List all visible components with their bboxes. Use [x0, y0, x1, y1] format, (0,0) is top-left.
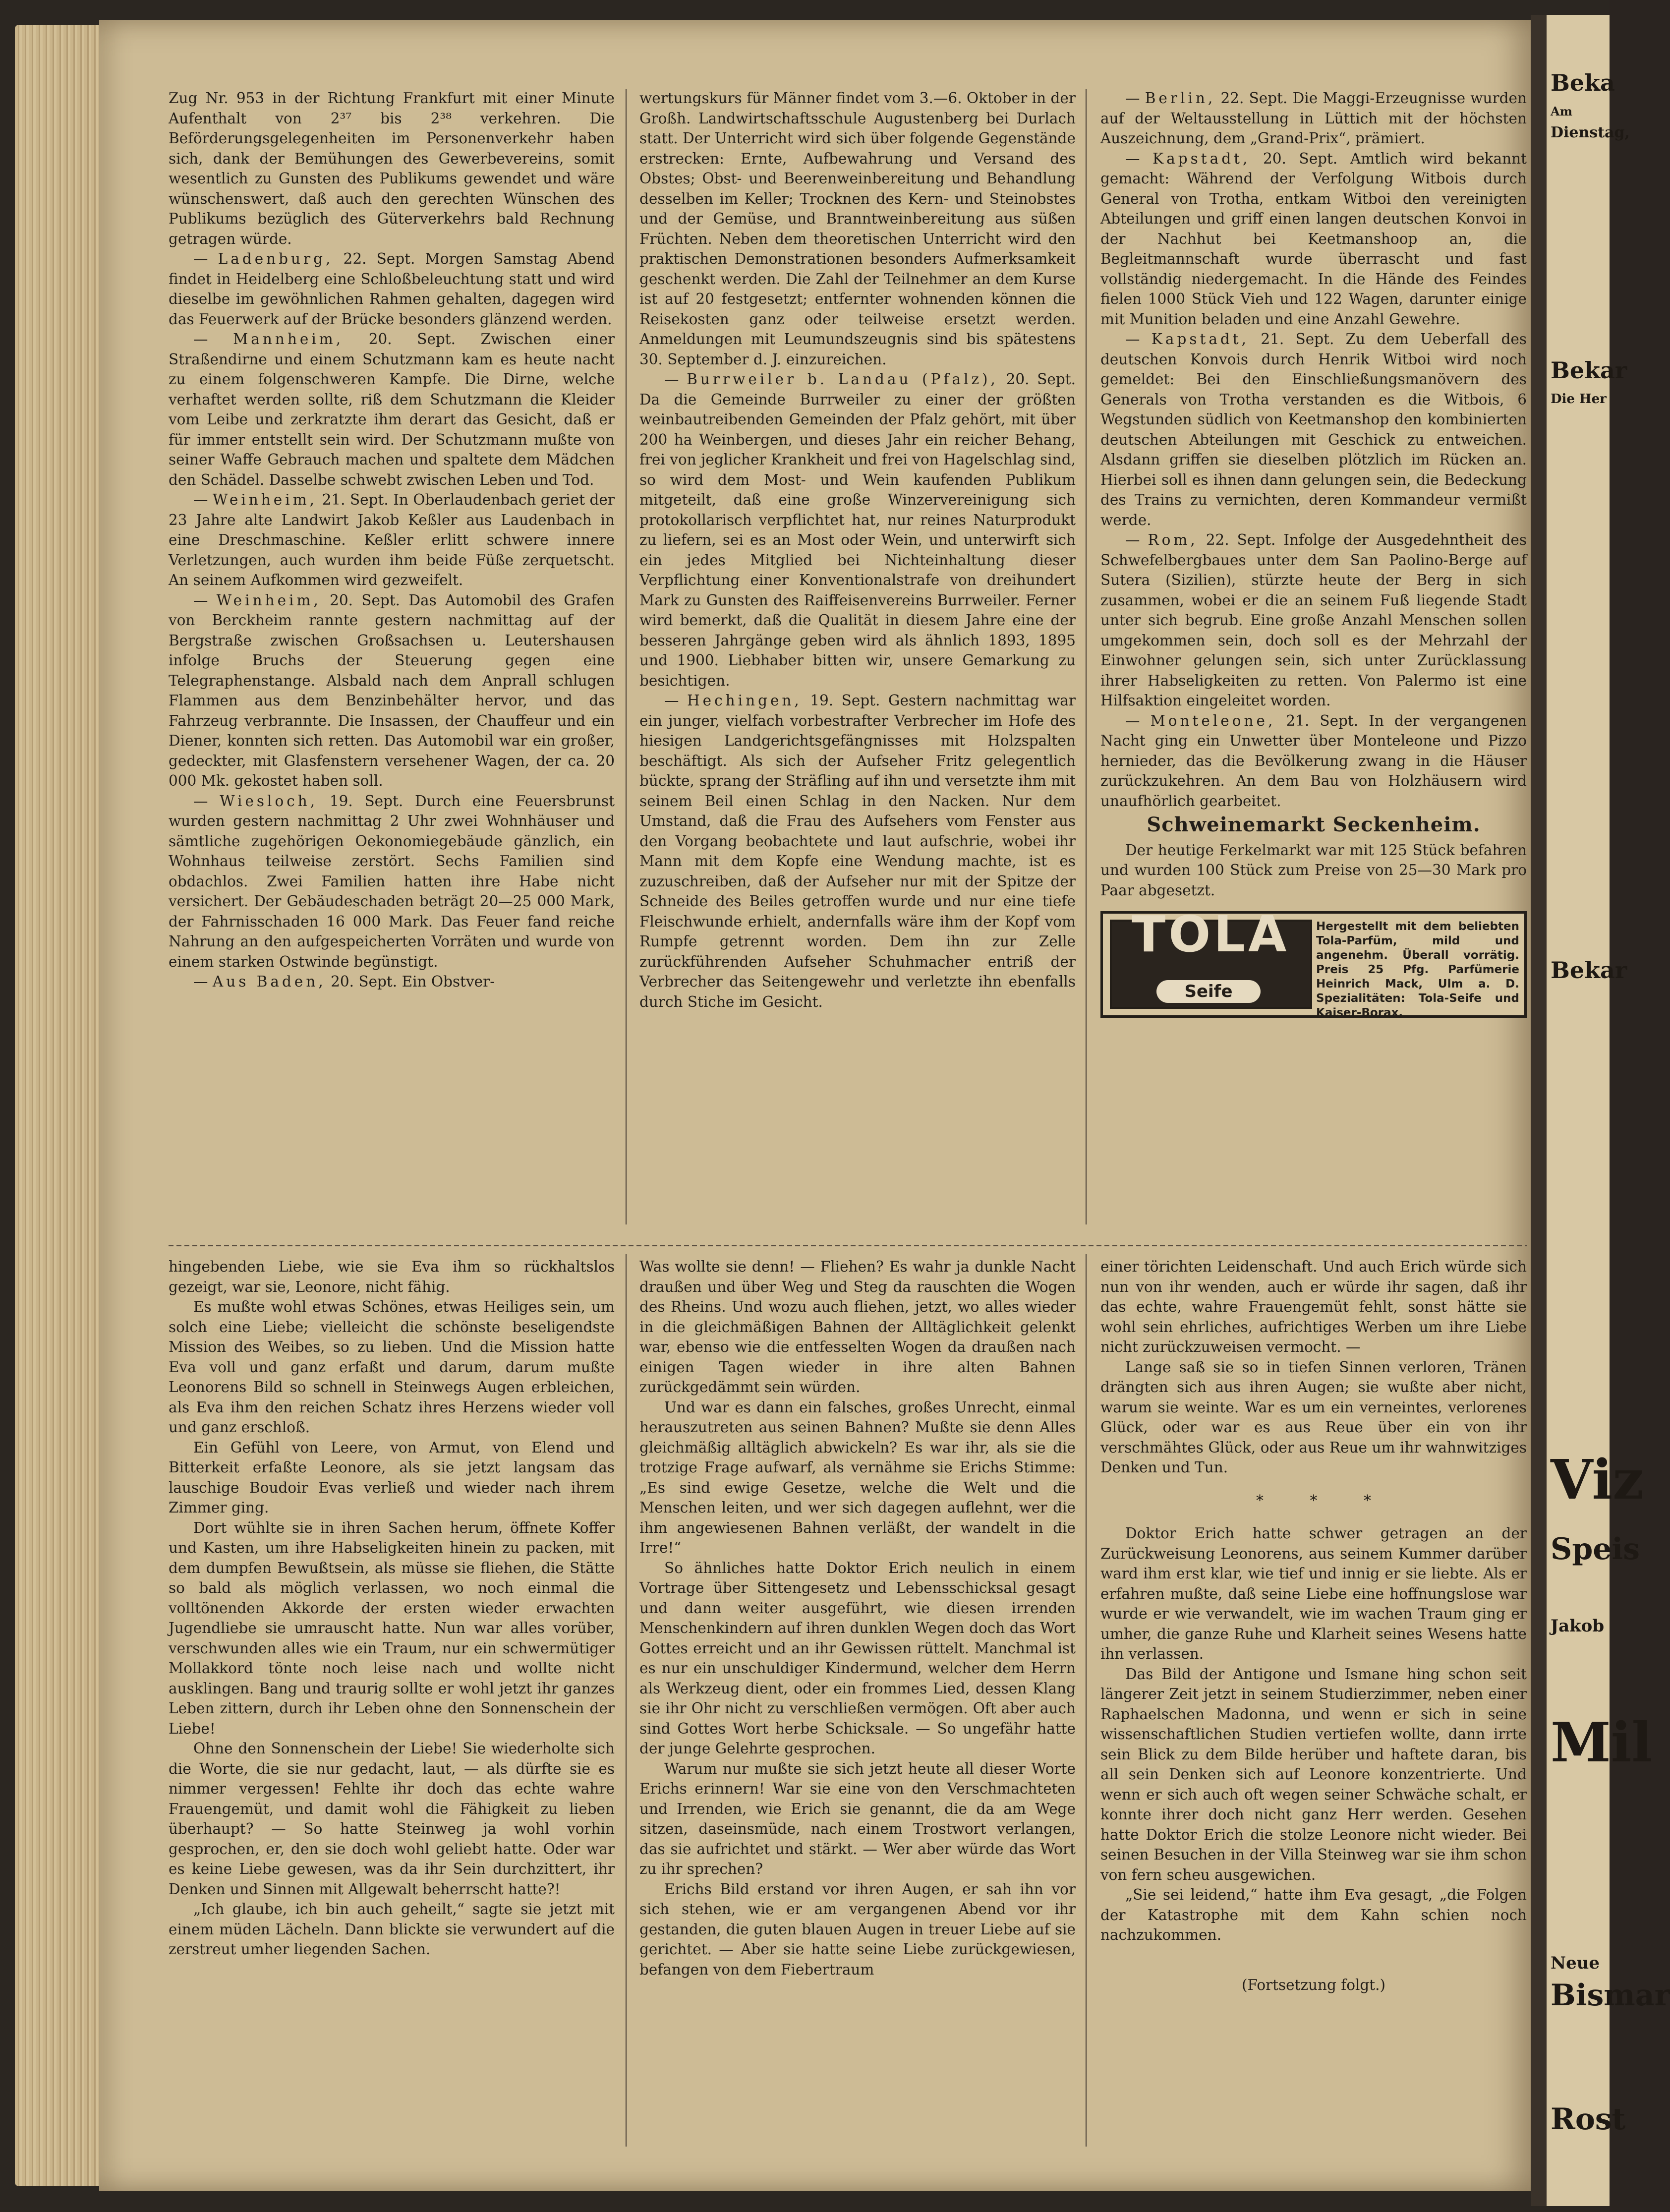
- news-column-2: [639, 88, 1076, 1012]
- dateline-place: Rom,: [1148, 531, 1198, 548]
- news-item: — Ladenburg, 22. Sept. Morgen Samstag Abend findet in Heidelberg eine Schloßbeleuchtung statt und wird dieselbe im gewöhnlichen Rahmen gehalten, dagegen wird das Feuerwerk auf der Brücke besonders glänzend werden.: [169, 250, 615, 328]
- dateline-date: 19. Sept.: [329, 792, 403, 810]
- strip-fragment: Bismar: [1551, 1978, 1670, 2013]
- dateline-place: Weinheim,: [216, 591, 321, 609]
- page-stack-edge: [15, 25, 104, 2186]
- strip-fragment: Mil: [1551, 1710, 1653, 1774]
- novel-paragraph: Ohne den Sonnenschein der Liebe! Sie wiederholte sich die Worte, die sie nur gedacht, laut, — als dürfte sie es nimmer vergessen! Fehlte ihr doch das echte wahre Frauengemüt, und damit wohl die Fähigkeit zu lieben überhaupt? — So hatte Steinweg ja wohl vorhin gesprochen, er, den sie doch wohl geliebt hatte. Oder war es keine Liebe gewesen, was da ihr Sein durchzittert, ihr Denken und Sinnen mit Allgewalt beherrscht hatte?!: [169, 1740, 615, 1898]
- tola-logo-text: TOLA: [1132, 905, 1290, 963]
- news-item: — Kapstadt, 21. Sept. Zu dem Ueberfall des deutschen Konvois durch Henrik Witboi wird noch gemeldet: Bei den Einschließungsmanövern des Generals von Trotha verstanden es die Witbois, 6 Wegstunden südlich von Keetmanshop den kombinierten deutschen Abteilungen mit Geschick zu entweichen. Alsdann griffen sie dieselben plötzlich im Rücken an. Hierbei soll es ihnen dann gelungen sein, die Bedeckung des Trains zu vernichten, deren Kommandeur vermißt werde.: [1100, 331, 1527, 528]
- novel-paragraph: Lange saß sie so in tiefen Sinnen verloren, Tränen drängten sich aus ihren Augen; sie wußte aber nicht, warum sie weinte. War es um ein verneintes, verlorenes Glück, oder war es aus Reue über ein von ihr verschmähtes Glück, oder aus Reue um ihr wahnwitziges Denken und Tun.: [1100, 1358, 1527, 1476]
- novel-paragraph: Und war es dann ein falsches, großes Unrecht, einmal herauszutreten aus seinen Bahnen? Mußte sie denn Alles gleichmäßig alltäglich abwickeln? Es war ihr, als sie die trotzige Frage aufwarf, als vernähme sie Erichs Stimme: „Es sind ewige Gesetze, welche die Welt und die Menschen leiten, und wer sich dagegen auflehnt, wer die ihm angewiesenen Bahnen verläßt, der wandelt in die Irre!“: [639, 1398, 1076, 1556]
- dateline-date: 21. Sept.: [1261, 331, 1334, 348]
- column-rule: [1086, 89, 1087, 1224]
- news-item: — Aus Baden, 20. Sept. Ein Obstver-: [193, 973, 495, 990]
- dateline-date: 19. Sept.: [810, 692, 880, 709]
- dateline-date: 20. Sept.: [1006, 371, 1076, 388]
- market-report: Der heutige Ferkelmarkt war mit 125 Stück befahren und wurden 100 Stück zum Preise von 25—30 Mark pro Paar abgesetzt.: [1100, 841, 1527, 899]
- column-rule: [626, 1254, 627, 2147]
- dateline-place: Burrweiler b. Landau (Pfalz),: [687, 371, 998, 388]
- dateline-place: Monteleone,: [1150, 712, 1276, 729]
- market-heading: Schweinemarkt Seckenheim.: [1147, 813, 1481, 836]
- dateline-date: 20. Sept.: [1263, 150, 1338, 167]
- novel-paragraph: Erichs Bild erstand vor ihren Augen, er sah ihn vor sich stehen, wie er am vergangenen Abend vor ihr gestanden, die guten blauen Augen in treuer Liebe auf sie gerichtet. — Aber sie hatte seine Liebe zurückgewiesen, befangen von dem Fiebertraum: [639, 1880, 1076, 1978]
- dateline-place: Kapstadt,: [1152, 150, 1251, 167]
- dateline-place: Weinheim,: [213, 491, 318, 508]
- strip-fragment: Bekar: [1551, 357, 1627, 384]
- novel-paragraph: Was wollte sie denn! — Fliehen? Es wahr ja dunkle Nacht draußen und über Weg und Steg da rauschten die Wogen des Rheins. Und wozu auch fliehen, jetzt, wo alles wieder in die gleichmäßigen Bahnen der Alltäglichkeit gelenkt war, ebenso wie die entfesselten Wogen da draußen nach einigen Tagen wieder in ihre alten Bahnen zurückgedämmt sein würden.: [639, 1258, 1076, 1396]
- novel-paragraph: einer törichten Leidenschaft. Und auch Erich würde sich nun von ihr wenden, auch er würde ihr sagen, daß ihr das echte, wahre Frauengemüt fehlt, sonst hätte sie wohl sein ehrliches, aufrichtiges Werben um ihre Liebe nicht zurückzuweisen vermocht. —: [1100, 1258, 1527, 1355]
- news-item: — Kapstadt, 20. Sept. Amtlich wird bekannt gemacht: Während der Verfolgung Witbois durch General von Trotha, entkam Witboi den vereinigten Abteilungen und griff einen langen deutschen Konvoi in der Nachhut bei Keetmanshoop an, die Begleitmannschaft wurde überrascht und fast vollständig niedergemacht. In die Hände des Feindes fielen 1000 Stück Vieh und 122 Wagen, darunter einige mit Munition beladen und eine Anzahl Gewehre.: [1100, 150, 1527, 328]
- novel-paragraph: Das Bild der Antigone und Ismane hing schon seit längerer Zeit jetzt in seinem Studierzimmer, neben einer Raphaelschen Madonna, und wenn er sich in seine wissenschaftlichen Studien vertiefen wollte, dann irrte sein Blick zu dem Bilde herüber und haftete daran, bis all sein Denken sich auf Leonore konzentrierte. Und wenn er sich auch oft wegen seiner Schwäche schalt, er konnte ihrer doch nicht ganz Herr werden. Gesehen hatte Doktor Erich die stolze Leonore nicht wieder. Bei seinen Besuchen in der Villa Steinweg war sie ihm schon von fern scheu ausgewichen.: [1100, 1665, 1527, 1883]
- binding-gutter: [1531, 15, 1549, 2206]
- dateline-date: 22. Sept.: [1220, 90, 1288, 107]
- news-item: — Weinheim, 21. Sept. In Oberlaudenbach geriet der 23 Jahre alte Landwirt Jakob Keßler aus Laudenbach in eine Dreschmaschine. Keßler erlitt schwere innere Verletzungen, auch wurden ihm beide Füße zerquetscht. An seinem Aufkommen wird gezweifelt.: [169, 491, 615, 588]
- strip-fragment: Dienstag,: [1551, 124, 1630, 141]
- news-item: — Burrweiler b. Landau (Pfalz), 20. Sept. Da die Gemeinde Burrweiler zu einer der größten weinbautreibenden Gemeinden der Pfalz gehört, mit über 200 ha Weinbergen, und dieses Jahr ein reicher Behang, frei von jeglicher Krankheit und frei von Hagelschlag sind, so wird dem Most- und Wein kaufenden Publikum mitgeteilt, daß eine große Winzervereinigung sich protokollarisch verpflichtet hat, nur reines Naturprodukt zu liefern, sei es an Most oder Wein, und unterwirft sich ein jedes Mitglied bei Nichteinhaltung dieser Verpflichtung einer Konventionalstrafe von dreihundert Mark zu Gunsten des Raiffeisenvereins Burrweiler. Ferner wird bemerkt, daß die Qualität in diesem Jahre eine der besseren Jahrgänge geben wird als ähnlich 1893, 1895 und 1900. Liebhaber bitten wir, unsere Gemarkung zu besichtigen.: [639, 371, 1076, 689]
- dateline-date: 22. Sept.: [1206, 531, 1276, 548]
- dateline-date: 20. Sept.: [368, 331, 456, 348]
- novel-paragraph: „Sie sei leidend,“ hatte ihm Eva gesagt, „die Folgen der Katastrophe mit dem Kahn schien noch nachzukommen.: [1100, 1886, 1527, 1943]
- novel-column-2: [639, 1257, 1076, 1979]
- news-item: — Hechingen, 19. Sept. Gestern nachmittag war ein junger, vielfach vorbestrafter Verbrecher im Hofe des hiesigen Landgerichtsgefängnisses mit Holzspalten beschäftigt. Als sich der Aufseher Fritz gelegentlich bückte, sprang der Sträfling auf ihn und versetzte ihm mit seinem Beil einen Schlag in den Nacken. Nur dem Umstand, daß die Frau des Aufsehers vom Fenster aus den Vorgang beobachtete und laut aufschrie, wobei ihr Mann mit dem Kopfe eine Wendung machte, ist es zuzuschreiben, daß der Aufseher nur mit der Spitze der Schneide des Beiles getroffen wurde und nur eine tiefe Fleischwunde erhielt, andernfalls wäre ihm der Kopf vom Rumpfe getrennt worden. Dem ihn zur Zelle zurückführenden Aufseher Schuhmacher entriß der Verbrecher das Seitengewehr und verletzte ihn ebenfalls durch Stiche im Gesicht.: [639, 692, 1076, 1010]
- dateline-date: 20. Sept.: [331, 973, 398, 990]
- novel-paragraph: Es mußte wohl etwas Schönes, etwas Heiliges sein, um solch eine Liebe; vielleicht die schönste beseligendste Mission des Weibes, so zu lieben. Und die Mission hatte Eva voll und ganz erfaßt und darum, darum mußte Leonorens Bild so schnell in Steinwegs Augen erbleichen, als Eva ihm den reichen Schatz ihres Herzens wieder voll und ganz erschloß.: [169, 1298, 615, 1436]
- novel-paragraph: Warum nur mußte sie sich jetzt heute all dieser Worte Erichs erinnern! War sie eine von den Verschmachteten und Irrenden, wie Erich sie genannt, die da am Wege sitzen, daseinsmüde, nach einem Trostwort verlangen, das sie aufrichtet und stärkt. — Wer aber würde das Wort zu ihr sprechen?: [639, 1760, 1076, 1877]
- ad-copy: Hergestellt mit dem beliebten Tola-Parfüm, mild und angenehm. Überall vorrätig. Preis 25 Pfg. Parfümerie Heinrich Mack, Ulm a. D. Spezialitäten: Tola-Seife und Kaiser-Borax.: [1316, 920, 1519, 1019]
- dateline-place: Aus Baden,: [212, 973, 326, 990]
- section-separator: * * *: [1256, 1492, 1371, 1509]
- news-item: — Weinheim, 20. Sept. Das Automobil des Grafen von Berckheim rannte gestern nachmittag auf der Bergstraße zwischen Großsachsen u. Leutershausen infolge Bruchs der Steuerung gegen eine Telegraphenstange. Alsbald nach dem Anprall schlugen Flammen aus dem Benzinbehälter hervor, und das Fahrzeug verbrannte. Die Insassen, der Chauffeur und ein Diener, konnten sich retten. Das Automobil war ein großer, gedeckter, mit Glasfenstern versehener Wagen, der ca. 20 000 Mk. gekostet haben soll.: [169, 591, 615, 789]
- strip-fragment: Die Her: [1551, 392, 1607, 407]
- novel-paragraph: So ähnliches hatte Doktor Erich neulich in einem Vortrage über Sittengesetz und Lebensschicksal gesagt und dann weiter ausgeführt, wie diesen irrenden Menschenkindern auf ihren dunklen Wegen doch das Wort Gottes erreicht und an ihr Gewissen rüttelt. Manchmal ist es nur ein unschuldiger Kindermund, welcher dem Herrn als Werkzeug dient, oder ein frommes Lied, dessen Klang sie ihr Ohr nicht zu verschließen vermögen. Oft aber auch sind Gottes Wort herbe Schicksale. — So ungefähr hatte der junge Gelehrte gesprochen.: [639, 1559, 1076, 1757]
- news-item: — Wiesloch, 19. Sept. Durch eine Feuersbrunst wurden gestern nachmittag 2 Uhr zwei Wohnhäuser und sämtliche zugehörigen Oekonomiegebäude gänzlich, ein Wohnhaus teilweise zerstört. Sechs Familien sind obdachlos. Zwei Familien hatten ihre Habe nicht versichert. Der Gebäudeschaden beträgt 20—25 000 Mark, der Fahrnisschaden 16 000 Mark. Das Feuer fand reiche Nahrung an den aufgespeicherten Vorräten und wurde von einem starken Ostwinde begünstigt.: [169, 792, 615, 970]
- news-item: Zug Nr. 953 in der Richtung Frankfurt mit einer Minute Aufenthalt von 2³⁷ bis 2³⁸ verkehren. Die Beförderungsgelegenheiten im Personenverkehr haben sich, dank der Bemühungen des Gewerbevereins, somit wesentlich zu Gunsten des Publikums gewendet und wäre wünschenswert, daß auch den gerechten Wünschen des Publikums bezüglich des Güterverkehrs bald Rechnung getragen würde.: [169, 90, 615, 247]
- novel-column-1: [169, 1257, 615, 1960]
- news-item: — Mannheim, 20. Sept. Zwischen einer Straßendirne und einem Schutzmann kam es heute nacht zu einem folgenschweren Kampfe. Die Dirne, welche verhaftet werden sollte, riß dem Schutzmann die Kleider vom Leibe und zerkratzte ihm derart das Gesicht, daß er für immer entstellt sein wird. Der Schutzmann mußte von seiner Waffe Gebrauch machen und spaltete dem Mädchen den Schädel. Dasselbe schwebt zwischen Leben und Tod.: [169, 331, 615, 488]
- dateline-date: 20. Sept.: [330, 591, 401, 609]
- tola-soap-advertisement: [1100, 905, 1527, 1019]
- strip-fragment: Bekar: [1551, 957, 1627, 984]
- tola-logo: [1110, 905, 1312, 1009]
- news-item: — Rom, 22. Sept. Infolge der Ausgedehntheit des Schwefelbergbaues unter dem San Paolino-Berge auf Sutera (Sizilien), stürzte heute der Berg in sich zusammen, wobei er die an seinem Fuß liegende Stadt unter sich begrub. Eine große Anzahl Menschen sollen umgekommen sein, doch soll es der Mehrzahl der Einwohner gelungen sein, sich unter Zurücklassung ihrer Habseligkeiten zu retten. Von Palermo ist eine Hilfsaktion eingeleitet worden.: [1100, 531, 1527, 709]
- seife-badge: Seife: [1156, 980, 1261, 1003]
- news-item: — Monteleone, 21. Sept. In der vergangenen Nacht ging ein Unwetter über Monteleone und Pizzo hernieder, das die Bevölkerung zwang in die Häuser zurückzukehren. An dem Bau von Holzhäusern wird unaufhörlich gearbeitet.: [1100, 712, 1527, 810]
- dateline-place: Mannheim,: [233, 331, 344, 348]
- news-column-3: [1100, 88, 1527, 1023]
- column-rule: [1086, 1254, 1087, 2147]
- strip-fragment: Rost: [1551, 2102, 1626, 2137]
- novel-paragraph: Dort wühlte sie in ihren Sachen herum, öffnete Koffer und Kasten, um ihre Habseligkeiten hinein zu packen, mit dem dumpfen Bewußtsein, als müsse sie fliehen, die Stätte so bald als möglich verlassen, wo noch einmal die volltönenden Akkorde der ersten wieder erwachten Jugendliebe sie umrauscht hatte. Nun war alles vorüber, verschwunden alles wie ein Traum, nur ein schwermütiger Mollakkord tönte noch leise nach und wollte nicht ausklingen. Bang und traurig sollte er wohl jetzt ihr ganzes Leben zittern, durch ihr Leben ohne den Sonnenschein der Liebe!: [169, 1519, 615, 1737]
- novel-paragraph: Ein Gefühl von Leere, von Armut, von Elend und Bitterkeit erfaßte Leonore, als sie jetzt langsam das lauschige Boudoir Evas verließ und wieder nach ihrem Zimmer ging.: [169, 1439, 615, 1516]
- strip-fragment: Viz: [1551, 1448, 1644, 1512]
- dateline-place: Kapstadt,: [1151, 331, 1250, 348]
- news-item: — Berlin, 22. Sept. Die Maggi-Erzeugnisse wurden auf der Weltausstellung in Lüttich mit der höchsten Auszeichnung, dem „Grand-Prix“, prämiert.: [1100, 90, 1527, 147]
- strip-fragment: Beka: [1551, 69, 1615, 96]
- feuilleton-rule: [169, 1245, 1527, 1246]
- dateline-date: 22. Sept.: [343, 250, 415, 267]
- dateline-place: Berlin,: [1145, 90, 1216, 107]
- dateline-place: Hechingen,: [687, 692, 802, 709]
- novel-paragraph: „Ich glaube, ich bin auch geheilt,“ sagte sie jetzt mit einem müden Lächeln. Dann blickte sie verwundert auf die zerstreut umher liegenden Sachen.: [169, 1901, 615, 1958]
- news-item: wertungskurs für Männer findet vom 3.—6. Oktober in der Großh. Landwirtschaftsschule Augustenberg bei Durlach statt. Der Unterricht wird sich über folgende Gegenstände erstrecken: Ernte, Aufbewahrung und Versand des Obstes; Obst- und Beerenweinbereitung und Behandlung desselben im Keller; Trocknen des Kern- und Steinobstes und der Gemüse, und Branntweinbereitung aus süßen Früchten. Neben dem theoretischen Unterricht wird den praktischen Demonstrationen besonders Aufmerksamkeit geschenkt werden. Die Zahl der Teilnehmer an dem Kurse ist auf 20 festgesetzt; entfernter wohnenden können die Reisekosten ganz oder teilweise ersetzt werden. Anmeldungen mit Leumundszeugnis sind bis spätestens 30. September d. J. einzureichen.: [639, 90, 1076, 368]
- strip-fragment: Speis: [1551, 1532, 1640, 1567]
- continued-note: (Fortsetzung folgt.): [1241, 1976, 1386, 1993]
- dateline-date: 21. Sept.: [322, 491, 389, 508]
- strip-fragment: Neue: [1551, 1953, 1600, 1973]
- novel-paragraph: Doktor Erich hatte schwer getragen an der Zurückweisung Leonorens, aus seinem Kummer darüber ward ihm erst klar, wie tief und innig er sie liebte. Als er erfahren mußte, daß seine Liebe eine hoffnungslose war wurde er wie verwandelt, wie im wachen Traum ging er umher, die ganze Ruhe und Klarheit seines Wesens hatte ihn verlassen.: [1100, 1525, 1527, 1662]
- novel-paragraph: hingebenden Liebe, wie sie Eva ihm so rückhaltslos gezeigt, war sie, Leonore, nicht fähig.: [169, 1258, 615, 1295]
- strip-fragment: Jakob: [1551, 1616, 1605, 1636]
- strip-fragment: Am: [1551, 104, 1573, 118]
- dateline-place: Ladenburg,: [218, 250, 334, 267]
- novel-column-3: [1100, 1257, 1527, 1995]
- dateline-date: 21. Sept.: [1286, 712, 1359, 729]
- dateline-place: Wiesloch,: [220, 792, 318, 810]
- adjacent-page-strip: [1547, 15, 1670, 2206]
- column-rule: [626, 89, 627, 1224]
- news-column-1: [169, 88, 615, 992]
